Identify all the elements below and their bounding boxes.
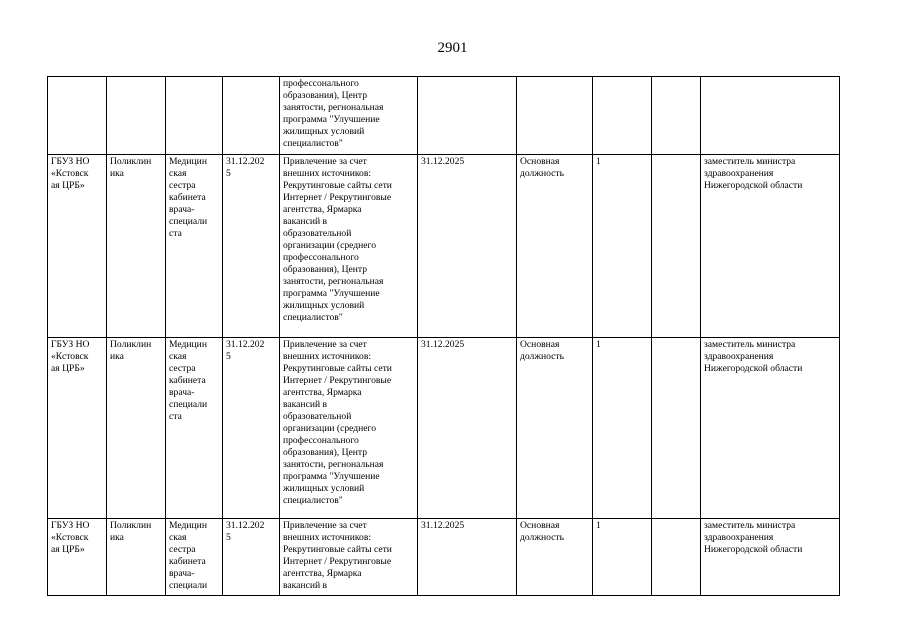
deadline-cell: 31.12.2025	[418, 155, 517, 338]
extra-cell	[652, 155, 701, 338]
unit-cell	[107, 77, 166, 155]
responsible-cell: заместитель министра здравоохранения Нижегородской области	[701, 338, 840, 519]
count-cell: 1	[593, 155, 652, 338]
org-cell: ГБУЗ НО «Кстовск ая ЦРБ»	[48, 338, 107, 519]
count-cell	[593, 77, 652, 155]
unit-cell: Поликлин ика	[107, 338, 166, 519]
table-row	[48, 77, 840, 155]
type-cell: Основная должность	[517, 338, 593, 519]
unit-cell: Поликлин ика	[107, 155, 166, 338]
deadline-cell	[418, 77, 517, 155]
method-cell: Привлечение за счет внешних источников: Рекрутинговые сайты сети Интернет / Рекрутинговые агентства, Ярмарка вакансий в	[280, 519, 418, 596]
count-cell: 1	[593, 519, 652, 596]
org-cell	[48, 77, 107, 155]
extra-cell	[652, 519, 701, 596]
org-cell: ГБУЗ НО «Кстовск ая ЦРБ»	[48, 519, 107, 596]
position-cell: Медицин ская сестра кабинета врача- специали ста	[166, 155, 223, 338]
page-number: 2901	[437, 40, 468, 56]
table-row	[48, 155, 840, 338]
position-cell: Медицин ская сестра кабинета врача- специали	[166, 519, 223, 596]
document-table	[47, 76, 840, 596]
responsible-cell: заместитель министра здравоохранения Нижегородской области	[701, 519, 840, 596]
date-cell: 31.12.202 5	[223, 155, 280, 338]
method-cell: Привлечение за счет внешних источников: Рекрутинговые сайты сети Интернет / Рекрутинговые агентства, Ярмарка вакансий в образовательной организации (среднего профессонального образования), Центр занятости, регнональная программа "Улучшение жилищных условий специалистов"	[280, 338, 418, 519]
table-row	[48, 519, 840, 596]
date-cell: 31.12.202 5	[223, 338, 280, 519]
org-cell: ГБУЗ НО «Кстовск ая ЦРБ»	[48, 155, 107, 338]
type-cell	[517, 77, 593, 155]
method-cell: Привлечение за счет внешних источников: Рекрутинговые сайты сети Интернет / Рекрутинговые агентства, Ярмарка вакансий в образовательной организации (среднего профессонального образования), Центр занятости, регнональная программа "Улучшение жилищных условий специалистов"	[280, 155, 418, 338]
table-row	[48, 338, 840, 519]
responsible-cell	[701, 77, 840, 155]
method-cell: профессонального образования), Центр занятости, регнональная программа "Улучшение жилищных условий специалистов"	[280, 77, 418, 155]
count-cell: 1	[593, 338, 652, 519]
date-cell: 31.12.202 5	[223, 519, 280, 596]
position-cell: Медицин ская сестра кабинета врача- специали ста	[166, 338, 223, 519]
unit-cell: Поликлин ика	[107, 519, 166, 596]
extra-cell	[652, 338, 701, 519]
date-cell	[223, 77, 280, 155]
deadline-cell: 31.12.2025	[418, 519, 517, 596]
extra-cell	[652, 77, 701, 155]
position-cell	[166, 77, 223, 155]
responsible-cell: заместитель министра здравоохранения Нижегородской области	[701, 155, 840, 338]
deadline-cell: 31.12.2025	[418, 338, 517, 519]
type-cell: Основная должность	[517, 155, 593, 338]
type-cell: Основная должность	[517, 519, 593, 596]
